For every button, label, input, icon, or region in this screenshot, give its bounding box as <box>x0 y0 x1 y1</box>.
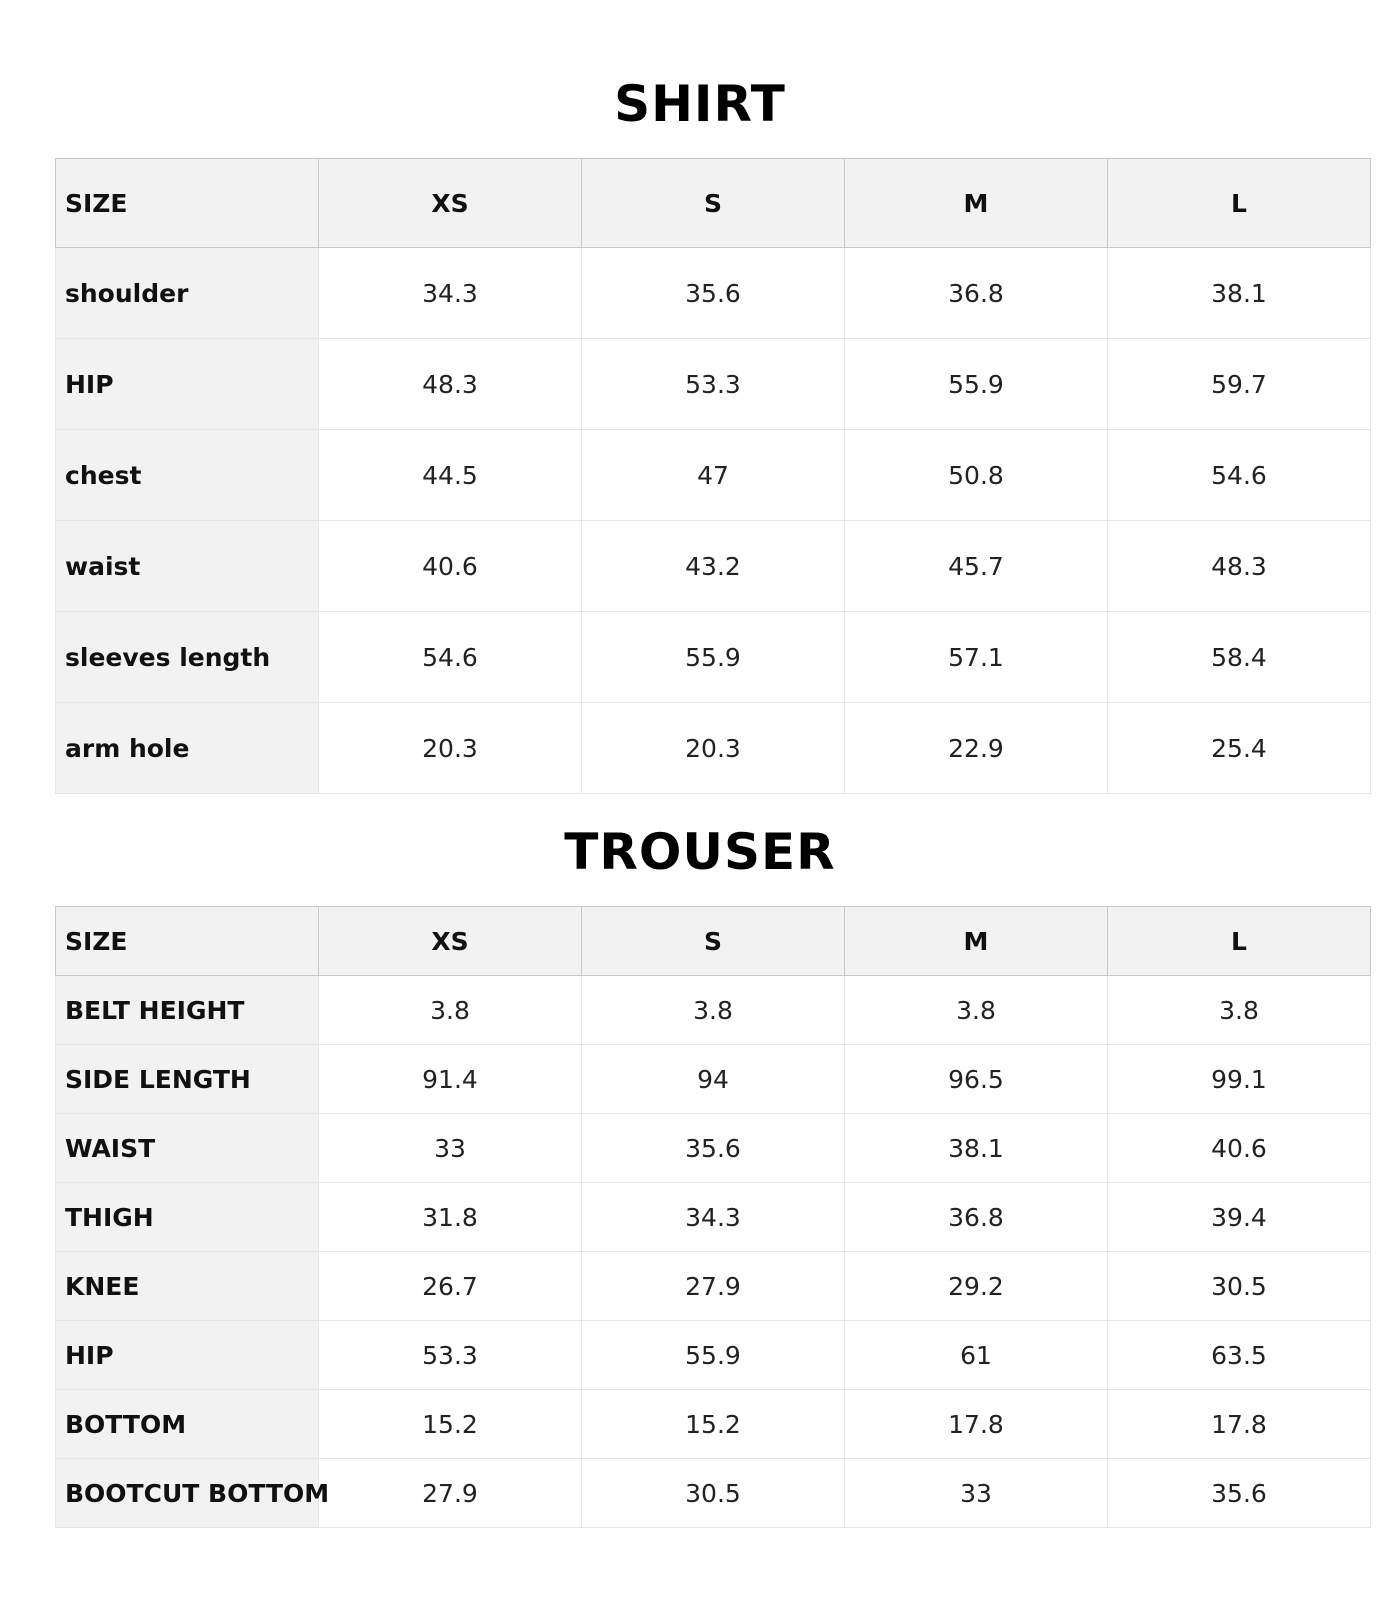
table-row <box>56 612 1371 703</box>
value-cell: 30.5 <box>1108 1252 1371 1321</box>
value-cell: 35.6 <box>582 1114 845 1183</box>
value-cell: 22.9 <box>845 703 1108 794</box>
value-cell: 3.8 <box>582 976 845 1045</box>
row-label: HIP <box>56 1321 319 1390</box>
value-cell: 35.6 <box>1108 1459 1371 1528</box>
value-cell: 20.3 <box>319 703 582 794</box>
table-row <box>56 703 1371 794</box>
table-row <box>56 976 1371 1045</box>
table-row <box>56 1459 1371 1528</box>
value-cell: 48.3 <box>319 339 582 430</box>
row-label: WAIST <box>56 1114 319 1183</box>
table-row <box>56 1114 1371 1183</box>
table-row <box>56 1183 1371 1252</box>
row-label: THIGH <box>56 1183 319 1252</box>
header-cell-s: S <box>582 907 845 976</box>
value-cell: 38.1 <box>1108 248 1371 339</box>
value-cell: 3.8 <box>319 976 582 1045</box>
row-label: sleeves length <box>56 612 319 703</box>
value-cell: 20.3 <box>582 703 845 794</box>
value-cell: 91.4 <box>319 1045 582 1114</box>
table-header-row <box>56 907 1371 976</box>
value-cell: 61 <box>845 1321 1108 1390</box>
value-cell: 45.7 <box>845 521 1108 612</box>
value-cell: 99.1 <box>1108 1045 1371 1114</box>
value-cell: 55.9 <box>845 339 1108 430</box>
value-cell: 15.2 <box>319 1390 582 1459</box>
table-row <box>56 430 1371 521</box>
row-label: waist <box>56 521 319 612</box>
value-cell: 47 <box>582 430 845 521</box>
header-cell-m: M <box>845 907 1108 976</box>
value-cell: 35.6 <box>582 248 845 339</box>
value-cell: 15.2 <box>582 1390 845 1459</box>
row-label: SIDE LENGTH <box>56 1045 319 1114</box>
value-cell: 30.5 <box>582 1459 845 1528</box>
shirt-size-table <box>55 158 1371 794</box>
value-cell: 17.8 <box>845 1390 1108 1459</box>
value-cell: 33 <box>319 1114 582 1183</box>
row-label: BOTTOM <box>56 1390 319 1459</box>
value-cell: 55.9 <box>582 612 845 703</box>
value-cell: 33 <box>845 1459 1108 1528</box>
value-cell: 36.8 <box>845 248 1108 339</box>
value-cell: 40.6 <box>319 521 582 612</box>
value-cell: 25.4 <box>1108 703 1371 794</box>
value-cell: 17.8 <box>1108 1390 1371 1459</box>
table-row <box>56 248 1371 339</box>
value-cell: 53.3 <box>319 1321 582 1390</box>
value-cell: 27.9 <box>582 1252 845 1321</box>
value-cell: 34.3 <box>319 248 582 339</box>
value-cell: 29.2 <box>845 1252 1108 1321</box>
value-cell: 31.8 <box>319 1183 582 1252</box>
row-label: arm hole <box>56 703 319 794</box>
table-row <box>56 1045 1371 1114</box>
value-cell: 3.8 <box>1108 976 1371 1045</box>
value-cell: 36.8 <box>845 1183 1108 1252</box>
header-cell-size: SIZE <box>56 159 319 248</box>
table-row <box>56 1390 1371 1459</box>
trouser-size-table <box>55 906 1371 1528</box>
value-cell: 26.7 <box>319 1252 582 1321</box>
row-label: BELT HEIGHT <box>56 976 319 1045</box>
header-cell-l: L <box>1108 159 1371 248</box>
header-cell-xs: XS <box>319 159 582 248</box>
value-cell: 54.6 <box>319 612 582 703</box>
header-cell-s: S <box>582 159 845 248</box>
value-cell: 50.8 <box>845 430 1108 521</box>
header-cell-m: M <box>845 159 1108 248</box>
header-cell-size: SIZE <box>56 907 319 976</box>
value-cell: 39.4 <box>1108 1183 1371 1252</box>
value-cell: 38.1 <box>845 1114 1108 1183</box>
value-cell: 54.6 <box>1108 430 1371 521</box>
header-cell-xs: XS <box>319 907 582 976</box>
value-cell: 94 <box>582 1045 845 1114</box>
value-cell: 44.5 <box>319 430 582 521</box>
value-cell: 53.3 <box>582 339 845 430</box>
value-cell: 43.2 <box>582 521 845 612</box>
table-row <box>56 1321 1371 1390</box>
row-label: BOOTCUT BOTTOM <box>56 1459 319 1528</box>
value-cell: 34.3 <box>582 1183 845 1252</box>
value-cell: 57.1 <box>845 612 1108 703</box>
row-label: shoulder <box>56 248 319 339</box>
header-cell-l: L <box>1108 907 1371 976</box>
value-cell: 3.8 <box>845 976 1108 1045</box>
table-row <box>56 521 1371 612</box>
value-cell: 27.9 <box>319 1459 582 1528</box>
value-cell: 40.6 <box>1108 1114 1371 1183</box>
table-row <box>56 1252 1371 1321</box>
value-cell: 63.5 <box>1108 1321 1371 1390</box>
row-label: KNEE <box>56 1252 319 1321</box>
value-cell: 48.3 <box>1108 521 1371 612</box>
row-label: chest <box>56 430 319 521</box>
value-cell: 59.7 <box>1108 339 1371 430</box>
value-cell: 55.9 <box>582 1321 845 1390</box>
table-row <box>56 339 1371 430</box>
trouser-title: TROUSER <box>564 823 836 881</box>
value-cell: 96.5 <box>845 1045 1108 1114</box>
table-header-row <box>56 159 1371 248</box>
shirt-title: SHIRT <box>614 75 786 133</box>
value-cell: 58.4 <box>1108 612 1371 703</box>
row-label: HIP <box>56 339 319 430</box>
